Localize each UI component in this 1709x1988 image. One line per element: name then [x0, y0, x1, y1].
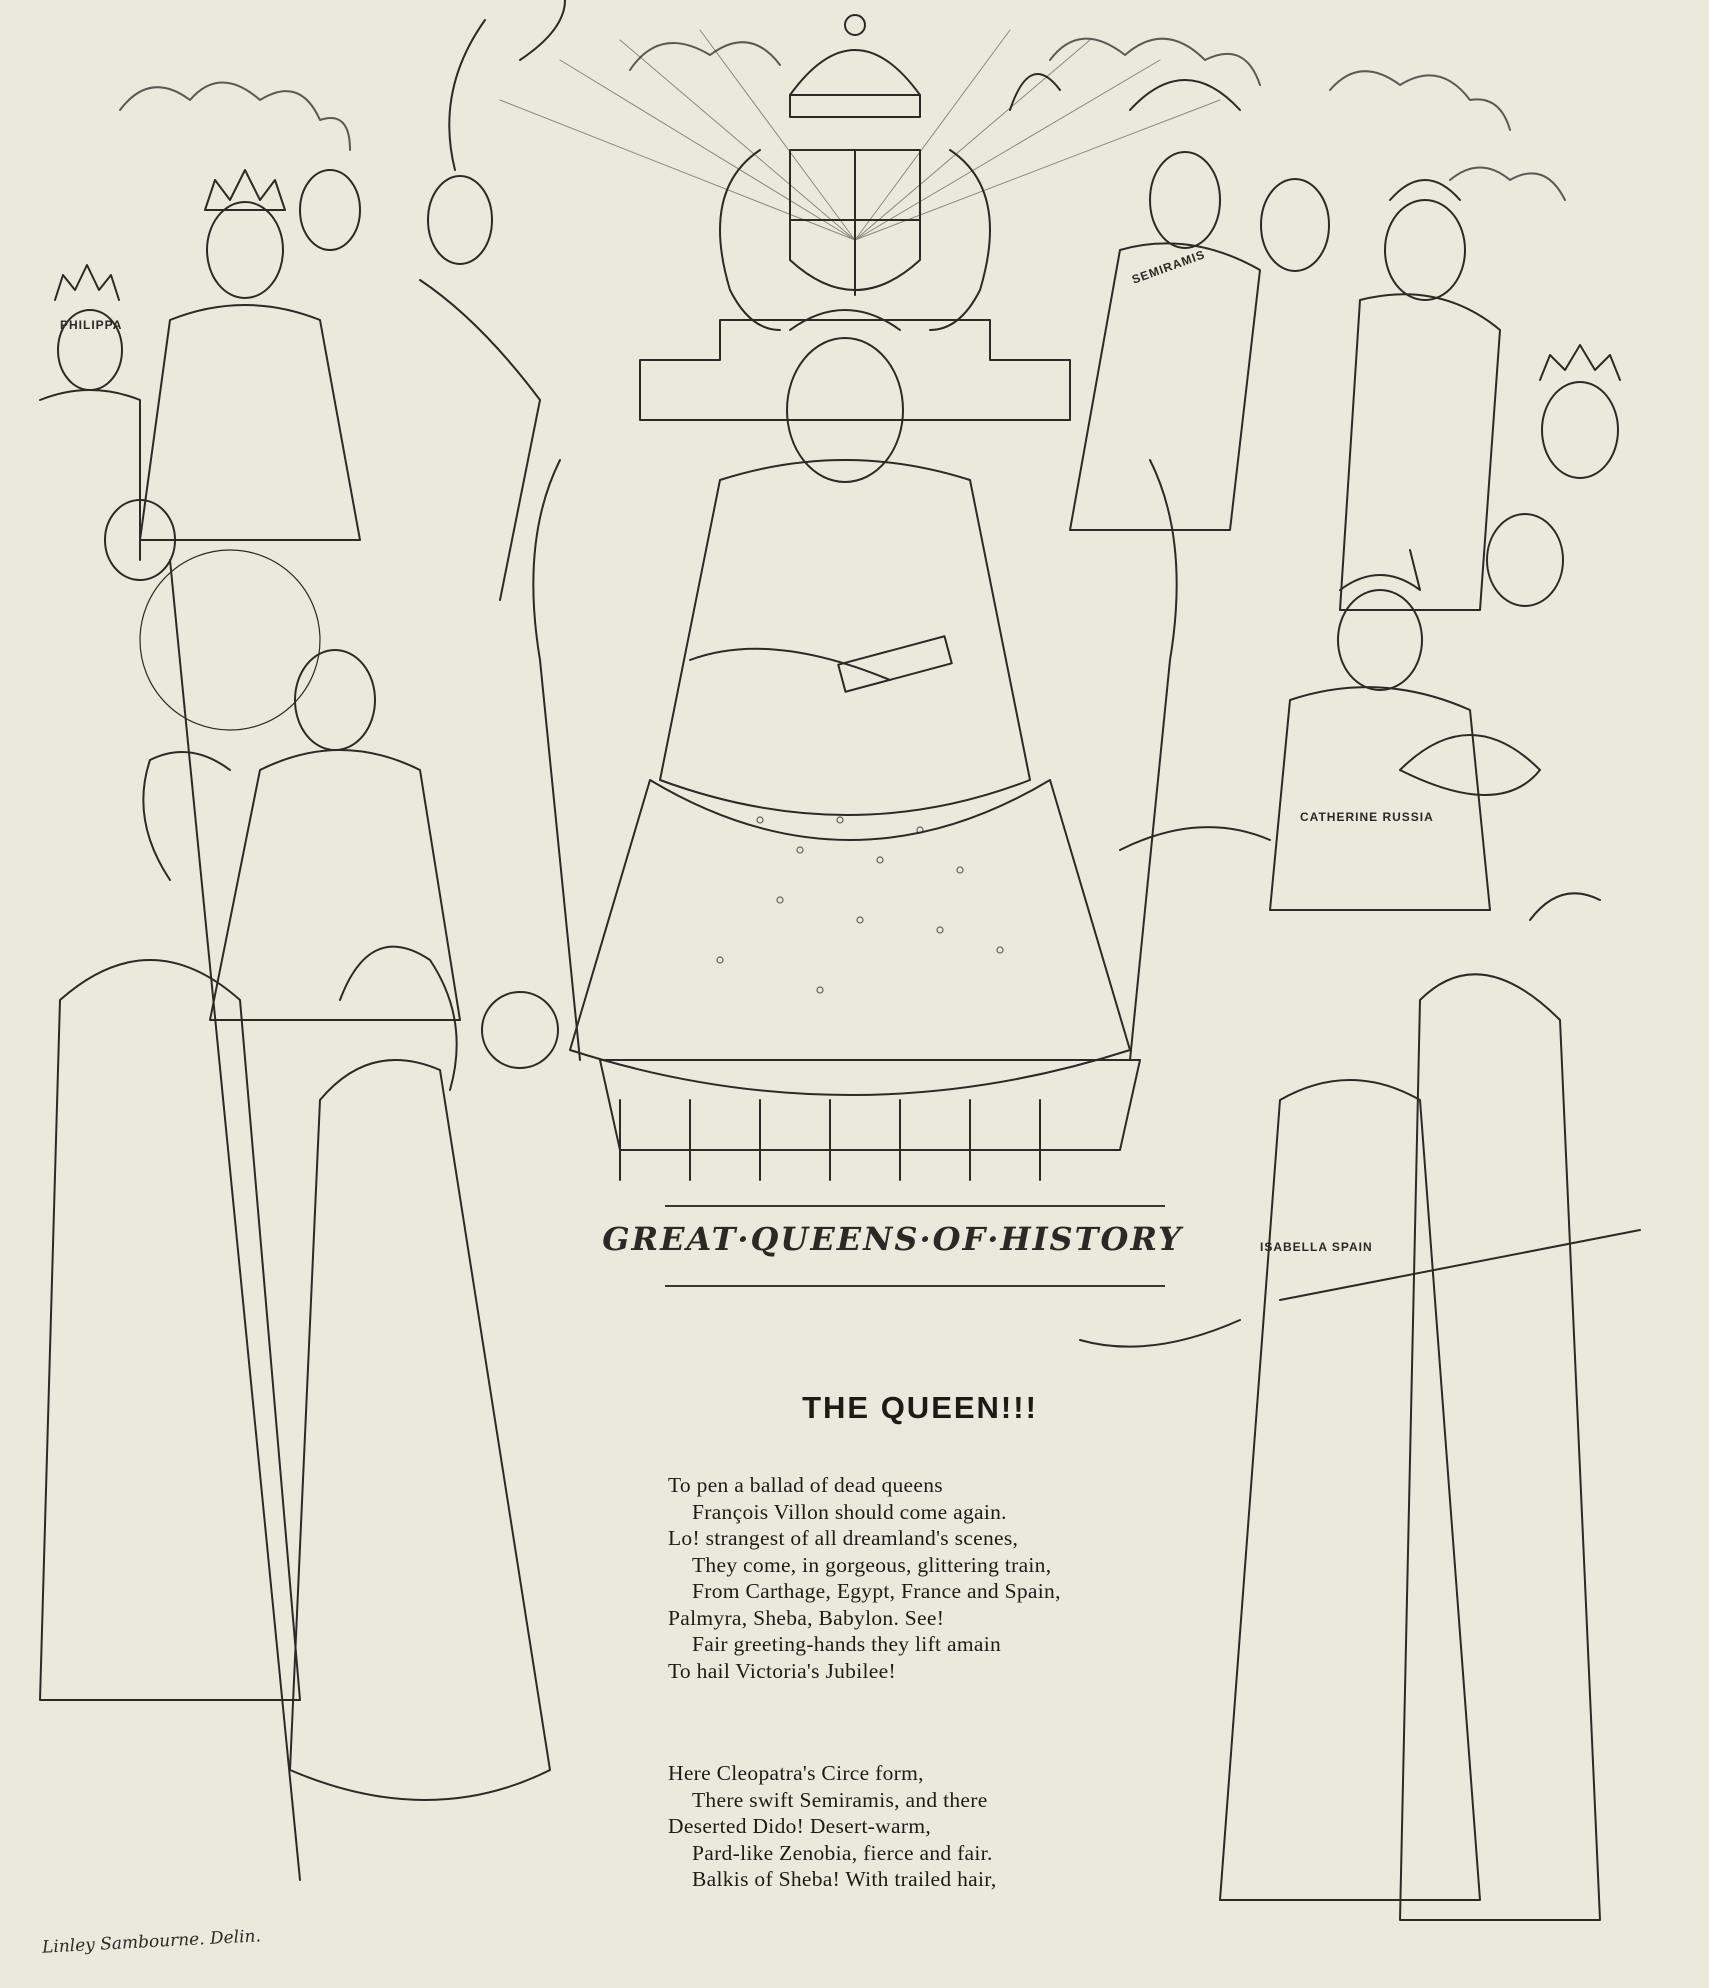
central-queen: [570, 310, 1130, 1095]
figure-label-catherine: CATHERINE RUSSIA: [1300, 810, 1434, 824]
poem-stanza-2: [668, 1760, 1188, 1893]
poem-line: Here Cleopatra's Circe form,: [668, 1761, 924, 1785]
poem-line: Lo! strangest of all dreamland's scenes,: [668, 1526, 1019, 1550]
poem-title: THE QUEEN!!!: [802, 1390, 1038, 1425]
light-rays: [500, 30, 1220, 240]
cloud-bank: [120, 39, 1565, 200]
figure-label-philippa: PHILIPPA: [60, 318, 123, 332]
poem-line: François Villon should come again.: [692, 1499, 1007, 1524]
artist-signature: Linley Sambourne. Delin.: [41, 1926, 262, 1958]
banner-rule-bottom: [665, 1285, 1165, 1287]
poem-line: Balkis of Sheba! With trailed hair,: [692, 1867, 997, 1891]
throne: [533, 320, 1176, 1180]
poem-line: From Carthage, Egypt, France and Spain,: [692, 1579, 1061, 1603]
poem-line: They come, in gorgeous, glittering train,: [692, 1552, 1052, 1577]
banner-title: GREAT·QUEENS·OF·HISTORY: [602, 1220, 1183, 1258]
figure-label-semiramis: SEMIRAMIS: [1129, 247, 1208, 287]
poem-line: Palmyra, Sheba, Babylon. See!: [668, 1605, 945, 1630]
poem-line: There swift Semiramis, and there: [692, 1787, 988, 1812]
crown-crest: [720, 15, 990, 330]
figure-label-isabella: ISABELLA SPAIN: [1260, 1240, 1373, 1254]
poem-line: Fair greeting-hands they lift amain: [692, 1632, 1002, 1656]
poem-line: Deserted Dido! Desert-warm,: [668, 1814, 932, 1838]
left-queens: [40, 0, 565, 1880]
poem-line: To hail Victoria's Jubilee!: [668, 1658, 896, 1683]
poem-line: To pen a ballad of dead queens: [668, 1473, 943, 1497]
poem-line: Pard-like Zenobia, fierce and fair.: [692, 1840, 993, 1865]
banner-rule-top: [665, 1205, 1165, 1207]
poem-stanza-1: [668, 1472, 1188, 1684]
